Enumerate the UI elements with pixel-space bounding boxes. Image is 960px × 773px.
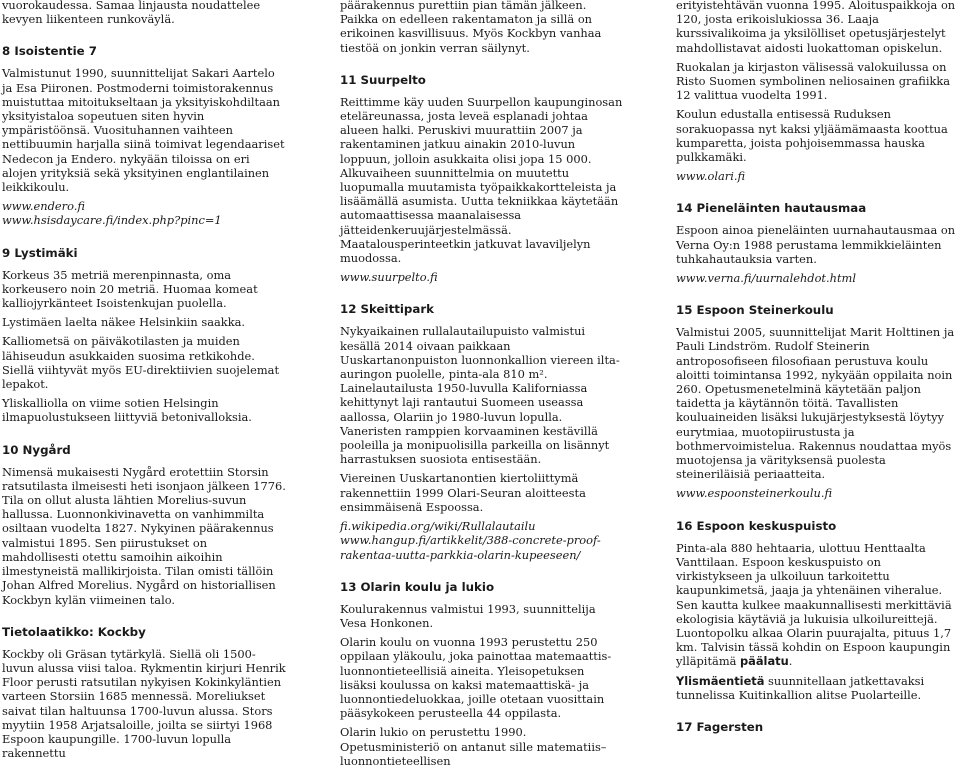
column-left <box>2 0 286 765</box>
link-olari[interactable]: www.olari.fi <box>676 169 746 184</box>
section-heading-olarin-koulu: 13 Olarin koulu ja lukio <box>340 579 495 594</box>
section-text: Reittimme käy uuden Suurpellon kaupunginosan eteläreunassa, josta leveä esplanadi johtaa alueen halki. Peruskivi muurattiin 2007 ja rakentaminen jatkuu ainakin 2010-luvun loppuun, jolloin asukkaita olisi jopa 15 000. Alkuvaiheen suunnittelmia on muutettu luopumalla muutamista työpaikkakortteleista ja lisäämällä asumista. Uutta tekniikkaa käytetään automaattisessa maanalaisessa jätteidenkeruujärjestelmässä. Maatalousperinteetkin jatkuvat lavaviljelyn muodossa. <box>340 94 623 266</box>
link-hangup[interactable]: www.hangup.fi/artikkelit/388-concrete-proof-rakentaa-uutta-parkkia-olarin-kupeeseen/ <box>340 533 601 562</box>
section-heading-nygard: 10 Nygård <box>2 442 71 457</box>
emphasis-text: päälatu <box>740 654 789 669</box>
text-span: Pinta-ala 880 hehtaaria, ulottuu Henttaalta Vanttilaan. Espoon keskuspuisto on virkistykseen ja ulkoiluun tarkoitettu kaupunkimetsä, jaaja ja yhtenäinen viheralue. Sen kautta kulkee maakunnallisesti merkittäviä ekologisia käytäviä ja lukuisia ulkoilureittejä. Luontopolku alkaa Olarin puurajalta, pituus 1,7 km. Talvisin tässä kohdin on Espoon kaupungin ylläpitämä <box>676 540 952 669</box>
section-text: Kalliometsä on päiväkotilasten ja muiden lähiseudun asukkaiden suosima retkikohde. Siellä viihtyvät myös EU-direktiivien suojelemat lepakot. <box>2 334 280 392</box>
section-heading-isoistentie: 8 Isoistentie 7 <box>2 44 97 59</box>
link-wikipedia[interactable]: fi.wikipedia.org/wiki/Rullalautailu <box>340 519 536 534</box>
section-heading-tietolaatikko: Tietolaatikko: Kockby <box>2 624 146 639</box>
section-heading-lystimaki: 9 Lystimäki <box>2 245 78 260</box>
section-text: Ruokalan ja kirjaston välisessä valokuilussa on Risto Suomen symbolinen neliosainen grafiikka 12 valittua vuodelta 1991. <box>676 59 951 103</box>
section-heading-fagersten: 17 Fagersten <box>676 719 764 734</box>
section-heading-pienelainten: 14 Pieneläinten hautausmaa <box>676 201 867 216</box>
section-text: Olarin lukio on perustettu 1990. Opetusministeriö on antanut sille matematiis– luonnontieteellisen <box>340 725 607 768</box>
column-middle <box>340 0 624 773</box>
section-text: Olarin koulu on vuonna 1993 perustettu 250 oppilaan yläkoulu, joka painottaa matemaattis-luonnontieteellisiä aineita. Yleisopetuksen lisäksi koulussa on kaksi matemaattiskä- ja luonnontiedeluokkaa, joille otetaan vuosittain pääsykokeen perusteella 44 oppilasta. <box>340 635 612 721</box>
emphasis-text: Ylismäentietä <box>676 673 765 688</box>
section-text: Yliskalliolla on viime sotien Helsingin ilmapuolustukseen liittyviä betonivalloksia. <box>2 396 252 425</box>
intro-paragraph: vuorokaudessa. Samaa linjausta noudattelee kevyen liikenteen runkoväylä. <box>2 0 261 27</box>
text-span: . <box>788 654 793 669</box>
section-heading-steinerkoulu: 15 Espoon Steinerkoulu <box>676 303 834 318</box>
section-text: Korkeus 35 metriä merenpinnasta, oma korkeusero noin 20 metriä. Huomaa komeat kalliojyrkänteet Isoistenkujan puolella. <box>2 267 258 311</box>
link-suurpelto[interactable]: www.suurpelto.fi <box>340 270 438 285</box>
link-hsisdaycare[interactable]: www.hsisdaycare.fi/index.php?pinc=1 <box>2 213 222 228</box>
section-text: Kockby oli Gräsan tytärkylä. Siellä oli 1500-luvun alussa viisi taloa. Rykmentin kirjuri Henrik Floor perusti ratsutilan nykyisen Kokinkyläntien varteen Storsiin 1685 mennessä. Moreliukset saivat tilan haltuunsa 1700-luvun alussa. Stors myytiin 1958 Arjatsaloille, joilta se siirtyi 1968 Espoon kaupungille. 1700-luvun lopulla rakennettu <box>2 646 286 761</box>
section-text: Espoon ainoa pieneläinten uurnahautausmaa on Verna Oy:n 1988 perustama lemmikkieläinten tuhkahautauksia varten. <box>676 223 956 266</box>
link-endero[interactable]: www.endero.fi <box>2 199 85 214</box>
section-text: Lystimäen laelta näkee Helsinkiin saakka. <box>2 315 246 330</box>
section-text <box>676 541 960 669</box>
text-span: suunnitellaan jatkettavaksi tunnelissa Kuitinkallion alitse Puolarteille. <box>676 673 925 702</box>
section-heading-skeittipark: 12 Skeittipark <box>340 302 434 317</box>
section-text: Nimensä mukaisesti Nygård erotettiin Storsin ratsutilasta ilmeisesti heti isonjaon jälkeen 1776. Tila on ollut alusta lähtien Morelius-suvun hallussa. Luonnonkivinavetta on vanhimmilta osiltaan vuodelta 1827. Nykyinen päärakennus valmistui 1895. Sen piirustukset on mahdollisesti otettu samoihin aikoihin ilmestyneistä mallikirjoista. Tilan omisti tällöin Johan Alfred Morelius. Nygård on historiallisen Kockbyn kylän viimeinen talo. <box>2 464 286 607</box>
section-text: Koulurakennus valmistui 1993, suunnittelija Vesa Honkonen. <box>340 601 596 630</box>
section-heading-suurpelto: 11 Suurpelto <box>340 72 426 87</box>
section-text: Valmistunut 1990, suunnittelijat Sakari Aartelo ja Esa Piironen. Postmoderni toimistorakennus muistuttaa mitoitukseltaan ja yksityiskohdiltaan yksityistaloa sopeutuen siten hyvin ympäristöönsä. Vuosituhannen vaihteen nettibuumin harjalla siinä toimivat legendaariset Nedecon ja Endero. nykyään tiloissa on eri alojen yrityksiä sekä yksityinen englantilainen leikkikoulu. <box>2 66 285 195</box>
section-text: Viereinen Uuskartanontien kiertoliittymä rakennettiin 1999 Olari-Seuran aloitteesta ensimmäisenä Espoossa. <box>340 471 586 514</box>
link-steinerkoulu[interactable]: www.espoonsteinerkoulu.fi <box>676 486 833 501</box>
link-verna[interactable]: www.verna.fi/uurnalehdot.html <box>676 271 856 286</box>
section-text: Koulun edustalla entisessä Ruduksen sorakuopassa nyt kaksi yljäämämaasta koottua kumparetta, joista pohjoisemmassa hauska pulkkamäki. <box>676 107 948 165</box>
column-right <box>676 0 960 742</box>
intro-paragraph: päärakennus purettiin pian tämän jälkeen. Paikka on edelleen rakentamaton ja sillä on erikoinen kasvillisuus. Myös Kockbyn vanhaa tiestöä on jonkin verran säilynyt. <box>340 0 602 55</box>
intro-paragraph: erityistehtävän vuonna 1995. Aloituspaikkoja on 120, josta erikoislukiossa 36. Laaja kurssivalikoima ja yksilölliset opetusjärjestelyt mahdollistavat aidosti luokattoman opiskelun. <box>676 0 956 55</box>
section-text: Nykyaikainen rullalautailupuisto valmistui kesällä 2014 oivaan paikkaan Uuskartanonpuiston luonnonkallion viereen ilta-auringon puolelle, pinta-ala 810 m². Lainelautailusta 1950-luvulla Kaliforniassa kehittynyt laji rantautui Suomeen useassa aallossa, Olariin jo 1980-luvun lopulla. Vaneristen ramppien korvaaminen kestävillä pooleilla ja monipuolisilla parkeilla on lisännyt harrastuksen suosiota entisestään. <box>340 324 620 467</box>
section-text: Valmistui 2005, suunnittelijat Marit Holttinen ja Pauli Lindström. Rudolf Steinerin antroposofiseen filosofiaan perustuva koulu aloitti toimintansa 1992, nykyään oppilaita noin 260. Opetusmenetelminä käytetään paljon taidetta ja käytännön töitä. Tavallisten kouluaineiden lisäksi lukujärjestyksestä löytyy eurytmiaa, muotopiirustusta ja bothmervoimistelua. Rakennus noudattaa myös muotojensa ja värityksensä puolesta steineriläisiä periaatteita. <box>676 325 955 482</box>
section-text <box>676 674 960 702</box>
section-heading-keskuspuisto: 16 Espoon keskuspuisto <box>676 518 837 533</box>
